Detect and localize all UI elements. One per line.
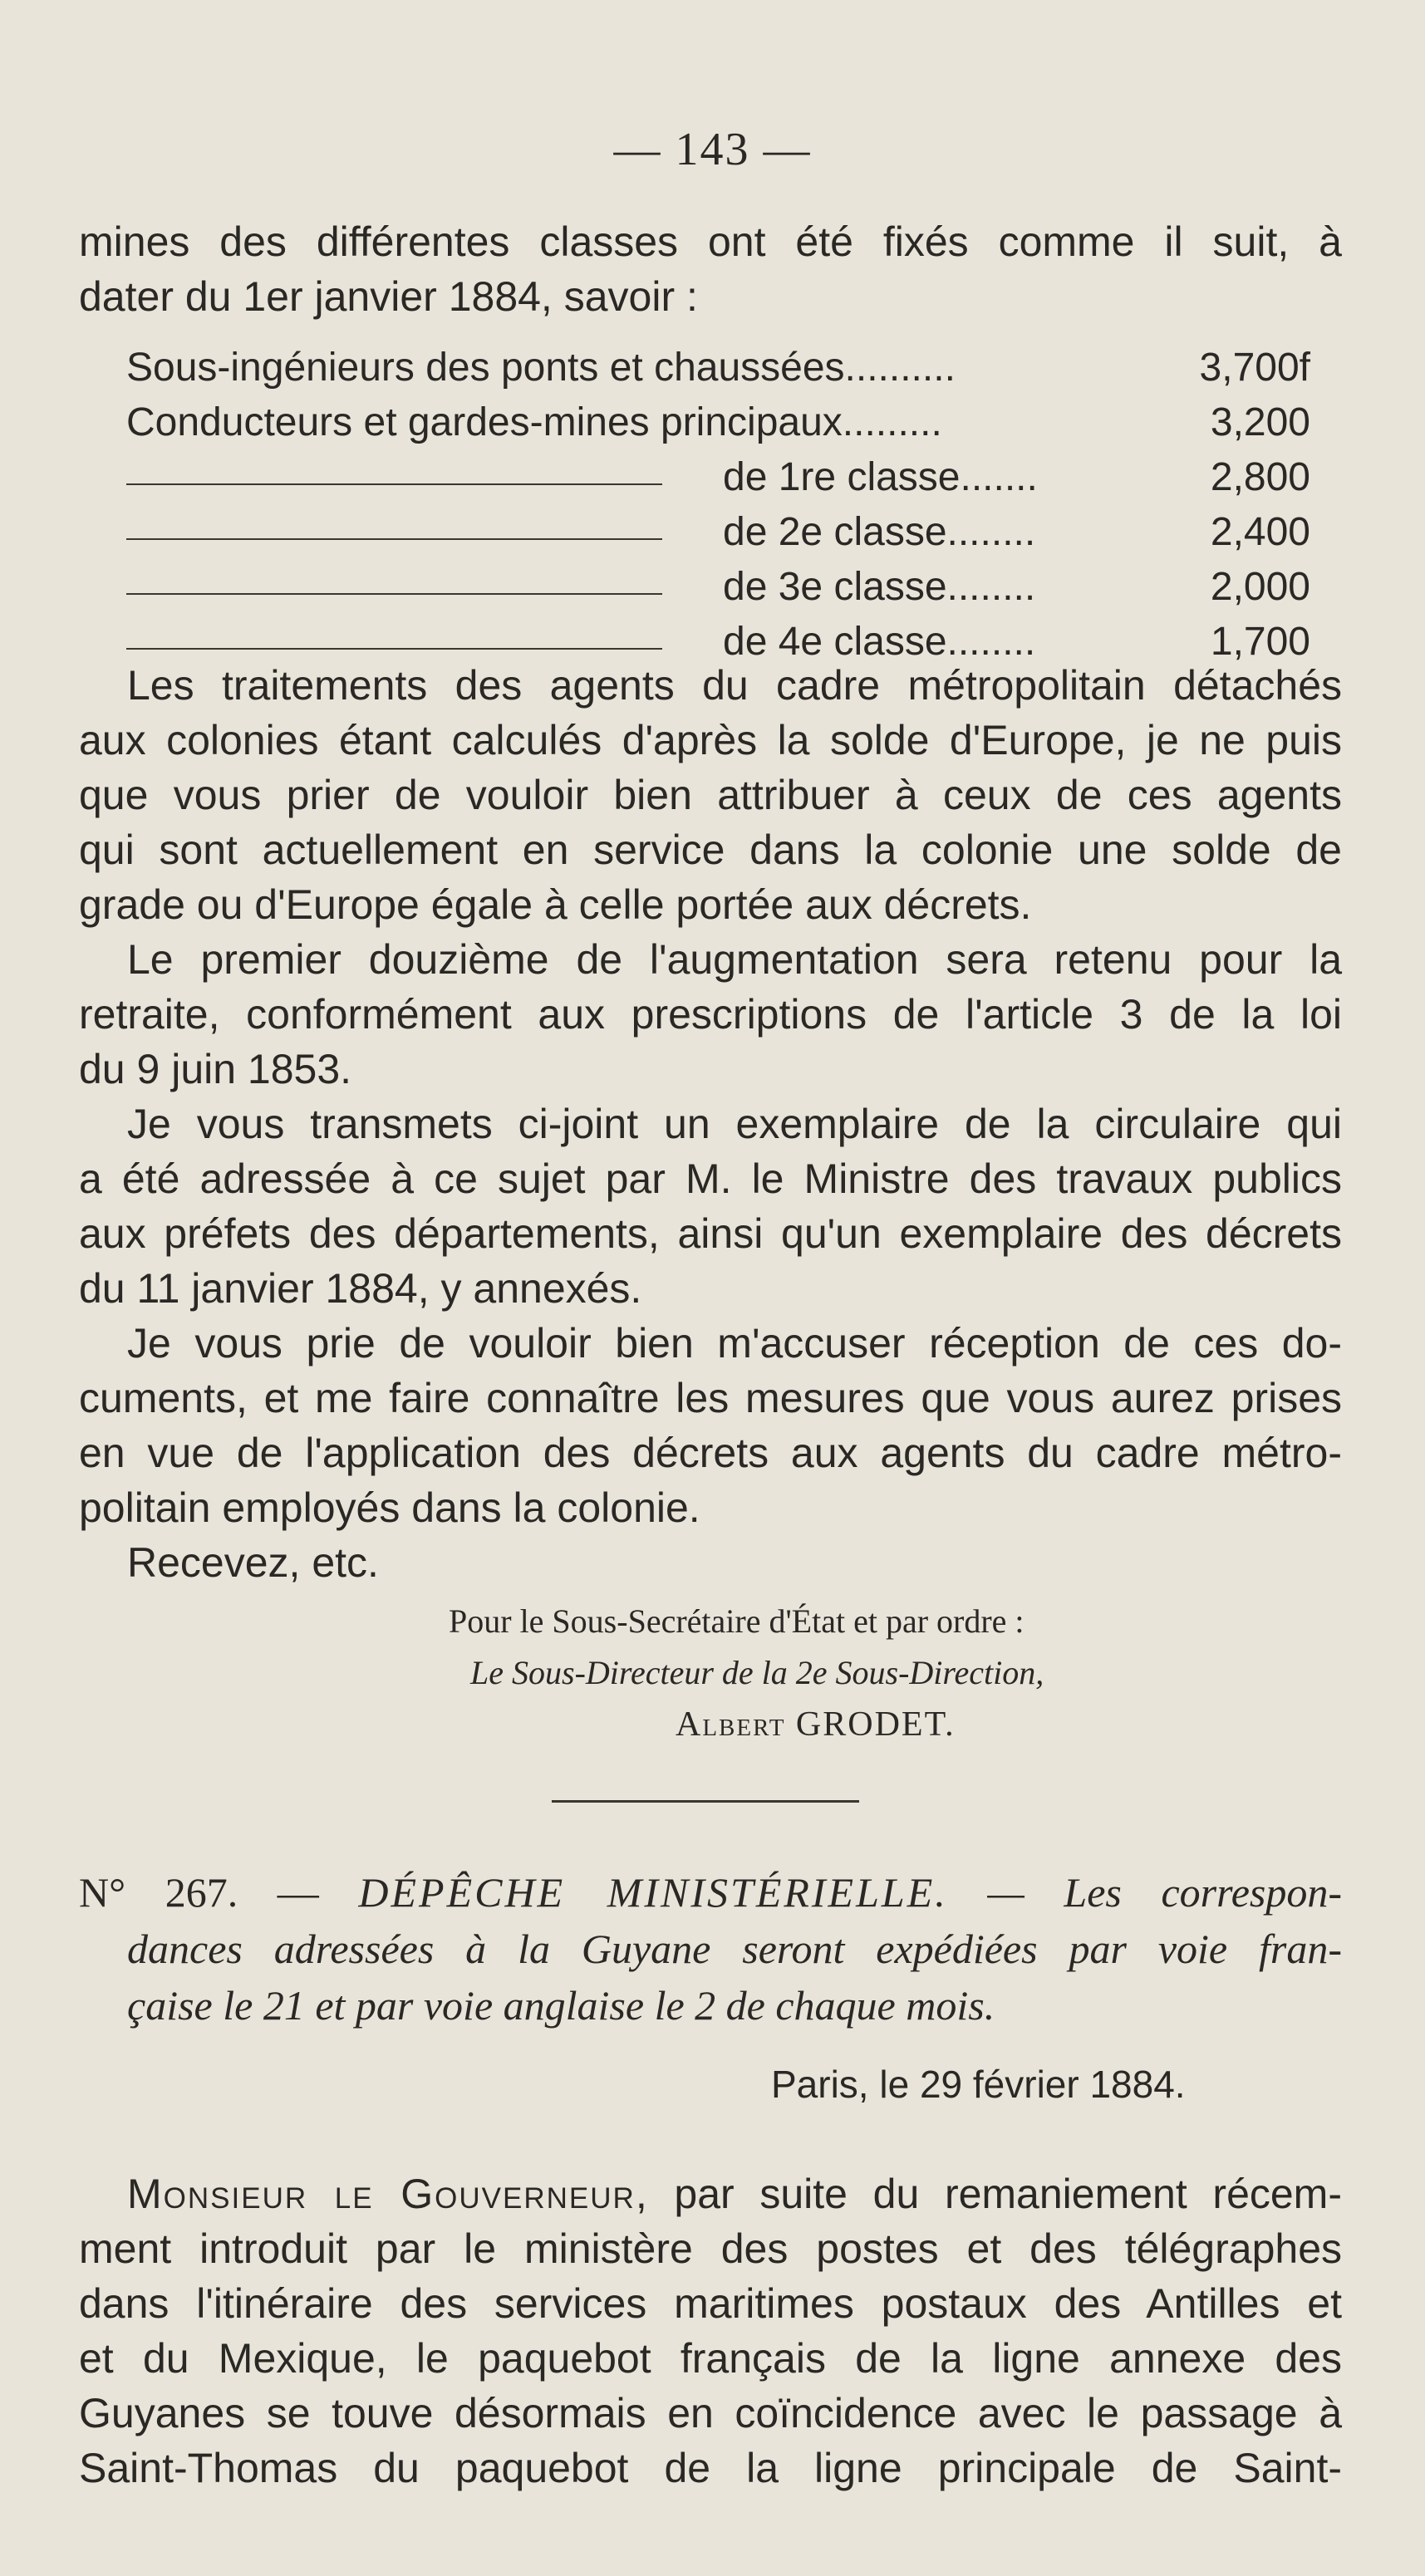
- salary-value: 2,000: [1210, 565, 1310, 609]
- paragraph: [79, 1097, 1342, 1316]
- salary-row: [126, 560, 1310, 615]
- letter-line: et du Mexique, le paquebot français de la ligne annexe des: [79, 2335, 1342, 2382]
- ditto-rule: [126, 538, 662, 540]
- dispatch-number: N° 267. —: [79, 1869, 319, 1916]
- signature-name: Albert GRODET.: [676, 1705, 956, 1744]
- text-line: a été adressée à ce sujet par M. le Ministre des travaux publics: [79, 1156, 1342, 1202]
- salary-row: [126, 450, 1310, 505]
- text-line: que vous prier de vouloir bien attribuer à ceux de ces agents: [79, 772, 1342, 818]
- text-line: Les traitements des agents du cadre métropolitain détachés: [127, 662, 1342, 709]
- salutation: Monsieur le Gouverneur,: [127, 2171, 649, 2217]
- intro-text: [79, 214, 1342, 324]
- text-line: retraite, conformément aux prescriptions de l'article 3 de la loi: [79, 991, 1342, 1038]
- section-separator: [552, 1800, 859, 1803]
- letter-line: Saint-Thomas du paquebot de la ligne principale de Saint-: [79, 2445, 1342, 2491]
- letter-line: ment introduit par le ministère des postes et des télégraphes: [79, 2225, 1342, 2272]
- text-line: grade ou d'Europe égale à celle portée aux décrets.: [79, 881, 1032, 928]
- salary-row: [126, 395, 1310, 450]
- text-line: aux colonies étant calculés d'après la solde d'Europe, je ne puis: [79, 717, 1342, 763]
- dispatch-heading: [79, 1864, 1342, 2034]
- signature-title: Le Sous-Directeur de la 2e Sous-Direction,: [470, 1654, 1044, 1691]
- paragraph: [79, 932, 1342, 1097]
- text-line: aux préfets des départements, ainsi qu'un exemplaire des décrets: [79, 1210, 1342, 1257]
- ditto-rule: [126, 483, 662, 485]
- salary-label: de 1re classe.......: [723, 455, 1038, 499]
- dispatch-heading-line: [79, 1864, 1342, 1921]
- salary-row: [126, 341, 1310, 395]
- salary-row: [126, 505, 1310, 560]
- signature-line: Pour le Sous-Secrétaire d'État et par ordre :: [449, 1602, 1025, 1640]
- intro-line: mines des différentes classes ont été fixés comme il suit, à: [79, 218, 1342, 265]
- paragraph: [79, 1535, 1342, 1590]
- text-line: cuments, et me faire connaître les mesures que vous aurez prises: [79, 1375, 1342, 1421]
- salary-label: Conducteurs et gardes-mines principaux.........: [126, 400, 942, 444]
- text-line: Je vous prie de vouloir bien m'accuser réception de ces do-: [127, 1320, 1342, 1367]
- dispatch-date: Paris, le 29 février 1884.: [771, 2063, 1186, 2106]
- ditto-rule: [126, 648, 662, 650]
- page-number: — 143 —: [613, 124, 812, 175]
- text-line: en vue de l'application des décrets aux agents du cadre métro-: [79, 1430, 1342, 1476]
- letter-body: [79, 2166, 1342, 2495]
- text-line: qui sont actuellement en service dans la colonie une solde de: [79, 827, 1342, 873]
- dispatch-summary-line: dances adressées à la Guyane seront expédiées par voie fran-: [127, 1926, 1342, 1972]
- salary-value: 1,700: [1210, 620, 1310, 664]
- intro-line: dater du 1er janvier 1884, savoir :: [79, 273, 698, 320]
- salary-value: 3,200: [1210, 400, 1310, 444]
- salary-value: 2,400: [1210, 510, 1310, 554]
- text-line: Le premier douzième de l'augmentation sera retenu pour la: [127, 936, 1342, 983]
- salary-label: de 2e classe........: [723, 510, 1036, 554]
- letter-text: par suite du remaniement récem-: [674, 2171, 1342, 2217]
- text-line: politain employés dans la colonie.: [79, 1484, 700, 1531]
- salary-label: de 3e classe........: [723, 565, 1036, 609]
- paragraph: [79, 1316, 1342, 1535]
- text-line: Je vous transmets ci-joint un exemplaire de la circulaire qui: [127, 1101, 1342, 1147]
- text-line: Recevez, etc.: [127, 1539, 379, 1586]
- ditto-rule: [126, 593, 662, 595]
- paragraph: [79, 658, 1342, 932]
- salary-value: 2,800: [1210, 455, 1310, 499]
- text-line: du 9 juin 1853.: [79, 1046, 352, 1092]
- text-line: du 11 janvier 1884, y annexés.: [79, 1265, 642, 1312]
- dispatch-type: DÉPÊCHE MINISTÉRIELLE.: [358, 1869, 948, 1916]
- letter-line: [79, 2166, 1342, 2221]
- dispatch-summary-line: çaise le 21 et par voie anglaise le 2 de chaque mois.: [127, 1982, 995, 2029]
- letter-line: dans l'itinéraire des services maritimes postaux des Antilles et: [79, 2280, 1342, 2327]
- dispatch-summary: — Les correspon-: [987, 1869, 1343, 1916]
- salary-value: 3,700f: [1199, 346, 1310, 390]
- salary-label: Sous-ingénieurs des ponts et chaussées..........: [126, 346, 956, 390]
- salary-label: de 4e classe........: [723, 620, 1036, 664]
- letter-line: Guyanes se touve désormais en coïncidence avec le passage à: [79, 2390, 1342, 2436]
